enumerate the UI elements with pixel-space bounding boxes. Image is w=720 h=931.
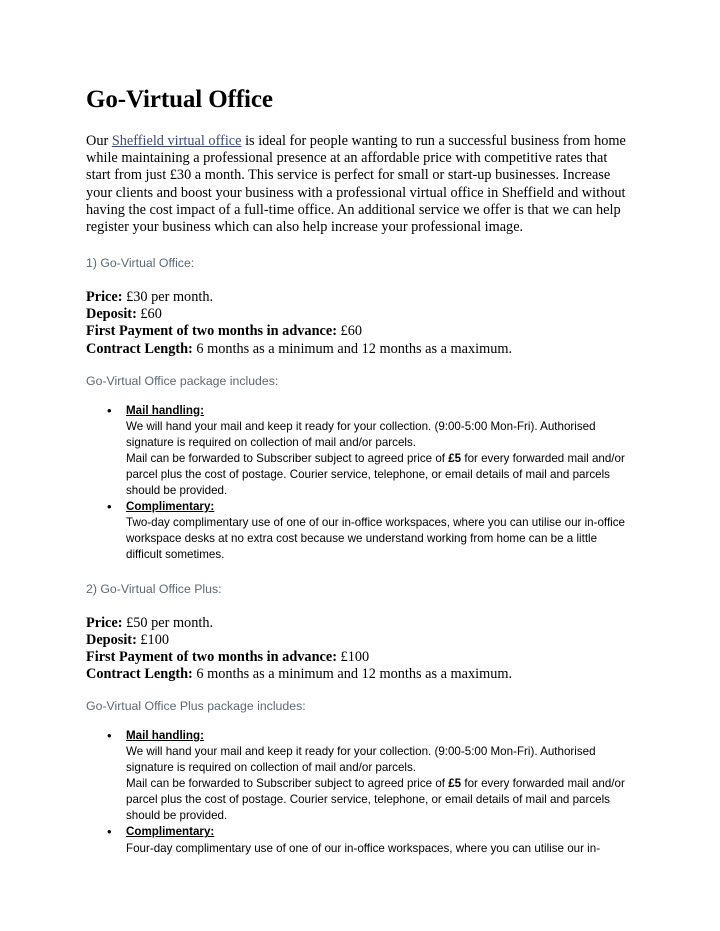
list-item bbox=[86, 728, 632, 825]
bullet-paragraph-2-part-a: Mail can be forwarded to Subscriber subject to agreed price of bbox=[126, 451, 449, 465]
bullet-title: Complimentary: bbox=[126, 825, 215, 839]
spacer bbox=[86, 389, 632, 403]
section-2-bullet-list bbox=[86, 728, 632, 857]
contract-length-label: Contract Length: bbox=[86, 340, 193, 357]
section-1-includes-heading: Go-Virtual Office package includes: bbox=[86, 373, 279, 388]
contract-length-row bbox=[86, 341, 632, 358]
price-value: £50 per month. bbox=[122, 614, 214, 631]
contract-length-label: Contract Length: bbox=[86, 665, 193, 682]
first-payment-value: £60 bbox=[336, 323, 363, 340]
bullet-paragraph-1: Two-day complimentary use of one of our in-office workspaces, where you can utilise our in-office workspace desks at no extra cost because we understand working from home can be a little difficult sometimes. bbox=[126, 516, 625, 562]
first-payment-value: £100 bbox=[336, 648, 370, 665]
deposit-value: £100 bbox=[136, 631, 169, 648]
price-value: £30 per month. bbox=[122, 289, 214, 306]
section-1-heading: 1) Go-Virtual Office: bbox=[86, 256, 195, 271]
contract-length-value: 6 months as a minimum and 12 months as a maximum. bbox=[192, 340, 513, 357]
bullet-paragraph-2-part-a: Mail can be forwarded to Subscriber subject to agreed price of bbox=[126, 777, 449, 791]
spacer bbox=[86, 564, 632, 582]
bullet-paragraph-2-part-b: for every forwarded mail and/or parcel plus the cost of postage. Courier service, telephone, or email details of mail and parcels should be provided. bbox=[126, 777, 625, 823]
intro-text-before-link: Our bbox=[86, 133, 112, 149]
bullet-marker-icon: • bbox=[107, 824, 112, 840]
deposit-value: £60 bbox=[136, 306, 162, 323]
spacer bbox=[86, 271, 632, 289]
list-item bbox=[86, 403, 632, 500]
bullet-paragraph-1: We will hand your mail and keep it ready for your collection. (9:00-5:00 Mon-Fri). Authorised signature is required on collection of mail and/or parcels. bbox=[126, 419, 596, 449]
section-2-includes-heading: Go-Virtual Office Plus package includes: bbox=[86, 698, 306, 713]
first-payment-row bbox=[86, 323, 632, 340]
first-payment-row bbox=[86, 649, 632, 666]
bullet-paragraph-2-part-b: for every forwarded mail and/or parcel plus the cost of postage. Courier service, telephone, or email details of mail and parcels should be provided. bbox=[126, 451, 625, 498]
contract-length-value: 6 months as a minimum and 12 months as a maximum. bbox=[192, 665, 513, 682]
bullet-paragraph-1: Four-day complimentary use of one of our in-office workspaces, where you can utilise our in- bbox=[126, 841, 601, 855]
bullet-paragraph-2 bbox=[126, 451, 632, 499]
bullet-paragraph-1: We will hand your mail and keep it ready for your collection. (9:00-5:00 Mon-Fri). Authorised signature is required on collection of mail and/or parcels. bbox=[126, 745, 596, 775]
section-2-price-block bbox=[86, 615, 632, 683]
deposit-label: Deposit: bbox=[86, 631, 137, 648]
spacer bbox=[86, 358, 632, 374]
contract-length-row bbox=[86, 666, 632, 683]
intro-text-after-link: is ideal for people wanting to run a successful business from home while maintaining a professional presence at an affordable price with competitive rates that start from just £30 a month. This service is perfect for small or start-up businesses. Increase your clients and boost your business with a professional virtual office in Sheffield and without having the cost impact of a full-time office. An additional service we offer is that we can help register your business which can also help increase your professional image. bbox=[86, 133, 626, 236]
bullet-marker-icon: • bbox=[107, 402, 112, 418]
bullet-marker-icon: • bbox=[107, 499, 112, 515]
first-payment-label: First Payment of two months in advance: bbox=[86, 323, 337, 340]
bullet-marker-icon: • bbox=[107, 727, 112, 743]
section-1-bullet-list bbox=[86, 403, 632, 564]
bullet-paragraph-2 bbox=[126, 776, 632, 824]
spacer bbox=[86, 236, 632, 256]
bullet-title: Mail handling: bbox=[126, 403, 204, 417]
deposit-row bbox=[86, 306, 632, 323]
first-payment-label: First Payment of two months in advance: bbox=[86, 648, 337, 665]
spacer bbox=[86, 683, 632, 699]
list-item bbox=[86, 824, 632, 856]
price-row bbox=[86, 615, 632, 632]
bullet-paragraph-2-price: £5 bbox=[448, 777, 462, 791]
price-label: Price: bbox=[86, 289, 123, 306]
sheffield-virtual-office-link[interactable]: Sheffield virtual office bbox=[111, 133, 242, 149]
bullet-paragraph-2-price: £5 bbox=[448, 451, 462, 465]
bullet-title: Mail handling: bbox=[126, 728, 204, 742]
section-1-price-block bbox=[86, 289, 632, 357]
section-2-heading: 2) Go-Virtual Office Plus: bbox=[86, 581, 222, 596]
intro-paragraph bbox=[86, 133, 632, 236]
deposit-label: Deposit: bbox=[86, 306, 137, 323]
spacer bbox=[86, 714, 632, 728]
bullet-title: Complimentary: bbox=[126, 500, 215, 514]
list-item bbox=[86, 499, 632, 563]
deposit-row bbox=[86, 632, 632, 649]
spacer bbox=[86, 597, 632, 615]
price-row bbox=[86, 289, 632, 306]
price-label: Price: bbox=[86, 614, 123, 631]
page-title: Go-Virtual Office bbox=[86, 86, 273, 113]
